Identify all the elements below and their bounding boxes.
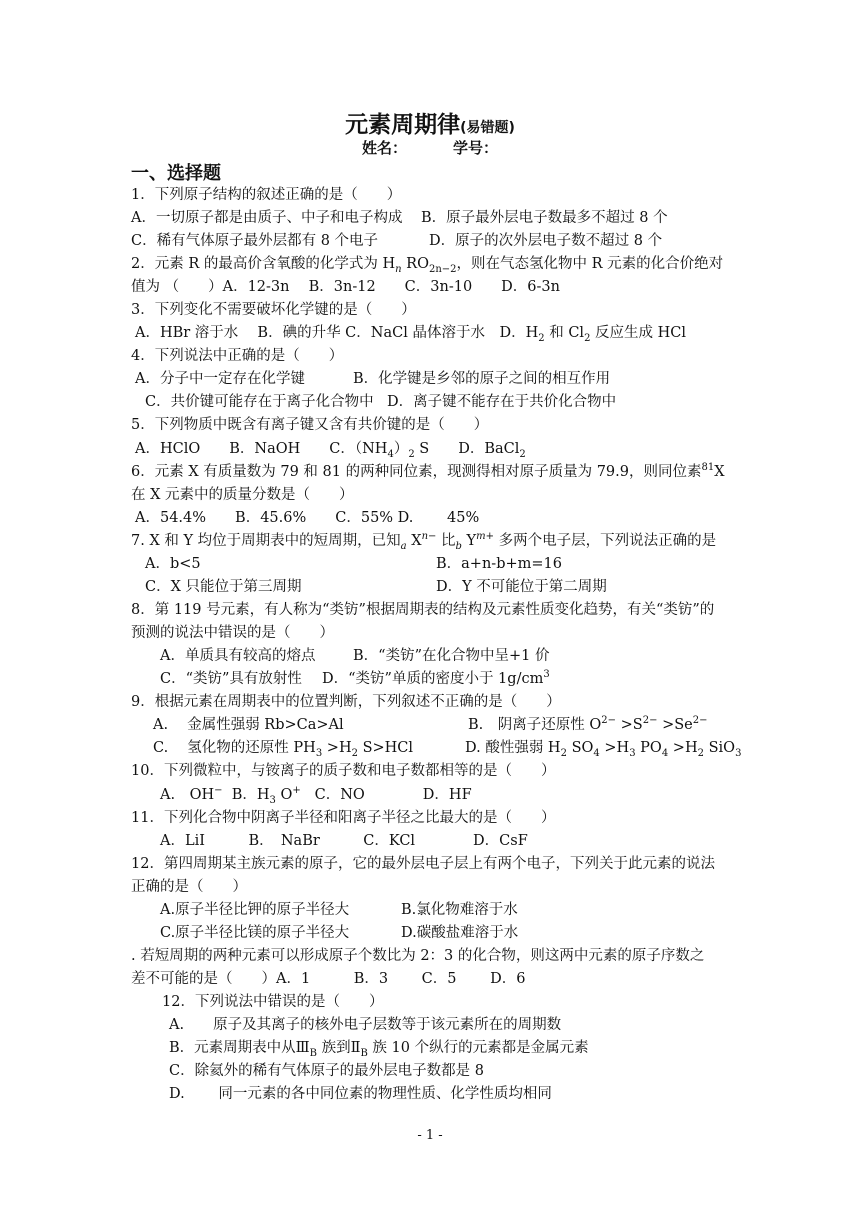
q9-d-h3: >H: [599, 740, 630, 756]
q7-stem-text: 7. X 和 Y 均位于周期表中的短周期，已知: [131, 533, 401, 549]
q8-sup-3: 3: [543, 669, 550, 681]
q9-d-po: PO: [635, 740, 662, 756]
q4-option-d: D．离子键不能存在于共价化合物中: [387, 394, 617, 410]
q2-stem-text: 2．元素 R 的最高价含氧酸的化学式为 H: [131, 256, 396, 272]
q9-sub: 4: [661, 747, 669, 759]
q14-b-text: B．元素周期表中从Ⅲ: [169, 1040, 310, 1056]
q6-options: A．54.4% B．45.6% C．55% D. 45%: [135, 510, 480, 526]
q9-b-s: >S: [616, 717, 643, 733]
number-label: 学号：: [453, 139, 499, 157]
q9-d-h2: >H: [668, 740, 698, 756]
q14-option-b: [169, 1039, 589, 1057]
q6-stem-x: X: [714, 464, 725, 480]
q8-option-b: B．“类钫”在化合物中呈+1 价: [353, 648, 550, 664]
q9-sub: 2: [351, 747, 358, 759]
title-main: 元素周期律: [345, 112, 461, 138]
q9-option-a: A. 金属性强弱 Rb>Ca>Al: [153, 717, 344, 733]
q14-option-c: C．除氦外的稀有气体原子的最外层电子数都是 8: [169, 1063, 484, 1079]
name-label: 姓名：: [361, 139, 407, 157]
q2-stem-post: ，则在气态氢化物中 R 元素的化合价绝对: [456, 256, 724, 272]
q5-options-s: S D．BaCl: [414, 441, 520, 457]
q7-y: Y: [461, 533, 477, 549]
q10-sub-3: 3: [269, 794, 276, 806]
q2-sub-2n: 2n−2: [429, 263, 457, 275]
q13-options: 差不可能的是（ ）A．1 B．3 C．5 D．6: [131, 971, 526, 987]
q5-options-pre: A．HClO B．NaOH C．（NH: [135, 441, 388, 457]
q7-sup-n: n−: [421, 531, 437, 543]
q9-d-text: D. 酸性强弱 H: [465, 740, 561, 756]
q5-sub-2: 2: [408, 448, 415, 460]
q2-stem: [131, 255, 723, 273]
q8-option-d-text: D．“类钫”单质的密度小于 1g/cm: [322, 671, 544, 687]
q10-rest: C．NO D．HF: [314, 787, 472, 803]
q12-stem-line2: 正确的是（ ）: [131, 879, 247, 895]
name-line: [0, 137, 860, 158]
q3-options-c: 反应生成 HCl: [590, 325, 687, 341]
q9-c-mid: >H: [322, 740, 352, 756]
q11-options: A．LiI B． NaBr C．KCl D．CsF: [160, 833, 528, 849]
q8-stem: 8．第 119 号元素，有人称为“类钫”根据周期表的结构及元素性质变化趋势，有关“类钫”的: [131, 602, 715, 618]
q8-option-c: C．“类钫”具有放射性: [160, 671, 302, 687]
q3-options: [135, 324, 686, 342]
q5-stem: 5．下列物质中既含有离子键又含有共价键的是（ ）: [131, 417, 489, 433]
q12-stem: 12．第四周期某主族元素的原子，它的最外层电子层上有两个电子，下列关于此元素的说法: [131, 856, 715, 872]
q14-option-d: D. 同一元素的各中同位素的物理性质、化学性质均相同: [169, 1086, 552, 1102]
q12-option-b: B.氯化物难溶于水: [401, 902, 518, 918]
q9-option-b: [468, 716, 708, 734]
q5-sub-2: 2: [519, 448, 526, 460]
q1-option-c: C．稀有气体原子最外层都有 8 个电子: [131, 233, 379, 249]
q1-stem: 1．下列原子结构的叙述正确的是（ ）: [131, 187, 402, 203]
q9-sub: 4: [593, 747, 600, 759]
q9-sub: 3: [735, 747, 742, 759]
title-sub: (易错题): [460, 120, 515, 136]
q6-sup-81: 81: [701, 462, 715, 474]
q7-mid: 比: [436, 533, 456, 549]
q14-b-mid: 族到Ⅱ: [317, 1040, 361, 1056]
q14-sub-b: B: [360, 1047, 368, 1059]
q4-option-c: C．共价键可能存在于离子化合物中: [145, 394, 374, 410]
q7-sub-a: a: [400, 540, 407, 552]
q12-option-a: A.原子半径比钾的原子半径大: [160, 902, 350, 918]
q5-paren: ）: [393, 441, 409, 457]
q6-stem-line2: 在 X 元素中的质量分数是（ ）: [131, 487, 354, 503]
q7-stem: [131, 532, 716, 550]
q1-option-d: D．原子的次外层电子数不超过 8 个: [429, 233, 663, 249]
q14-b-post: 族 10 个纵行的元素都是金属元素: [367, 1040, 589, 1056]
q7-option-d: D．Y 不可能位于第二周期: [436, 579, 607, 595]
q9-sub: 2: [697, 747, 704, 759]
q6-stem-text: 6．元素 X 有质量数为 79 和 81 的两种同位素，现测得相对原子质量为 79.9，则同位素: [131, 464, 702, 480]
q9-sup: 2−: [642, 715, 658, 727]
q7-stem-post: 多两个电子层，下列说法正确的是: [493, 533, 717, 549]
q13-stem: . 若短周期的两种元素可以形成原子个数比为 2：3 的化合物，则这两中元素的原子序数之: [131, 948, 705, 964]
q9-c-post: S>HCl: [357, 740, 414, 756]
q12-option-d: D.碳酸盐难溶于水: [401, 925, 519, 941]
q2-sub-n: n: [395, 263, 402, 275]
q14-stem: 12．下列说法中错误的是（ ）: [162, 994, 384, 1010]
q9-b-se: >Se: [657, 717, 693, 733]
q9-option-d: [465, 739, 741, 757]
q7-option-a: A．b<5: [145, 556, 201, 572]
q3-options-b: 和 Cl: [544, 325, 585, 341]
q1-option-a: A．一切原子都是由质子、中子和电子构成: [131, 210, 403, 226]
q10-stem: 10．下列微粒中，与铵离子的质子数和电子数都相等的是（ ）: [131, 763, 556, 779]
q7-option-b: B．a+n-b+m=16: [436, 556, 562, 572]
q9-option-c: [153, 739, 413, 757]
q12-option-c: C.原子半径比镁的原子半径大: [160, 925, 350, 941]
q2-options: 值为 （ ）A．12-3n B．3n-12 C．3n-10 D．6-3n: [131, 279, 560, 295]
q9-d-so: SO: [566, 740, 594, 756]
q10-a: A. OH: [160, 787, 215, 803]
page-title: [0, 106, 860, 139]
q14-option-a: A. 原子及其离子的核外电子层数等于该元素所在的周期数: [169, 1017, 562, 1033]
q1-option-b: B．原子最外层电子数最多不超过 8 个: [421, 210, 668, 226]
q3-sub: 2: [584, 332, 591, 344]
q5-sub-4: 4: [387, 448, 394, 460]
q8-option-a: A．单质具有较高的熔点: [160, 648, 316, 664]
q14-sub-b: B: [309, 1047, 317, 1059]
q10-b: B．H: [231, 787, 270, 803]
q9-sub: 2: [560, 747, 567, 759]
q9-sup: 2−: [692, 715, 708, 727]
q10-b-o: O: [275, 787, 293, 803]
q7-sup-m: m+: [476, 531, 494, 543]
q6-stem: [131, 463, 725, 481]
q9-c-text: C. 氢化物的还原性 PH: [153, 740, 316, 756]
q3-stem: 3．下列变化不需要破坏化学键的是（ ）: [131, 302, 416, 318]
q7-x: X: [406, 533, 422, 549]
q4-stem: 4．下列说法中正确的是（ ）: [131, 348, 344, 364]
q9-stem: 9．根据元素在周期表中的位置判断，下列叙述不正确的是（ ）: [131, 694, 561, 710]
q3-sub: 2: [538, 332, 545, 344]
q4-option-a: A．分子中一定存在化学键: [135, 371, 305, 387]
q7-sub-b: b: [455, 540, 462, 552]
q9-sup: 2−: [601, 715, 617, 727]
q10-options: [160, 786, 472, 804]
q9-d-sio: SiO: [703, 740, 736, 756]
q8-option-d: [322, 670, 550, 688]
q10-sup-minus: −: [214, 785, 223, 797]
page-number: - 1 -: [417, 1128, 443, 1143]
q2-ro: RO: [401, 256, 429, 272]
q11-stem: 11．下列化合物中阴离子半径和阳离子半径之比最大的是（ ）: [131, 810, 556, 826]
q3-options-a: A．HBr 溶于水 B．碘的升华 C．NaCl 晶体溶于水 D．H: [135, 325, 539, 341]
section-heading: 一、选择题: [131, 163, 221, 184]
q9-sub: 3: [629, 747, 636, 759]
q9-sub: 3: [315, 747, 323, 759]
q4-option-b: B．化学键是乡邻的原子之间的相互作用: [353, 371, 611, 387]
q8-stem-line2: 预测的说法中错误的是（ ）: [131, 625, 334, 641]
q10-sup-plus: +: [292, 785, 301, 797]
q5-options: [135, 440, 526, 458]
q9-b-text: B. 阴离子还原性 O: [468, 717, 602, 733]
q7-option-c: C．X 只能位于第三周期: [145, 579, 302, 595]
